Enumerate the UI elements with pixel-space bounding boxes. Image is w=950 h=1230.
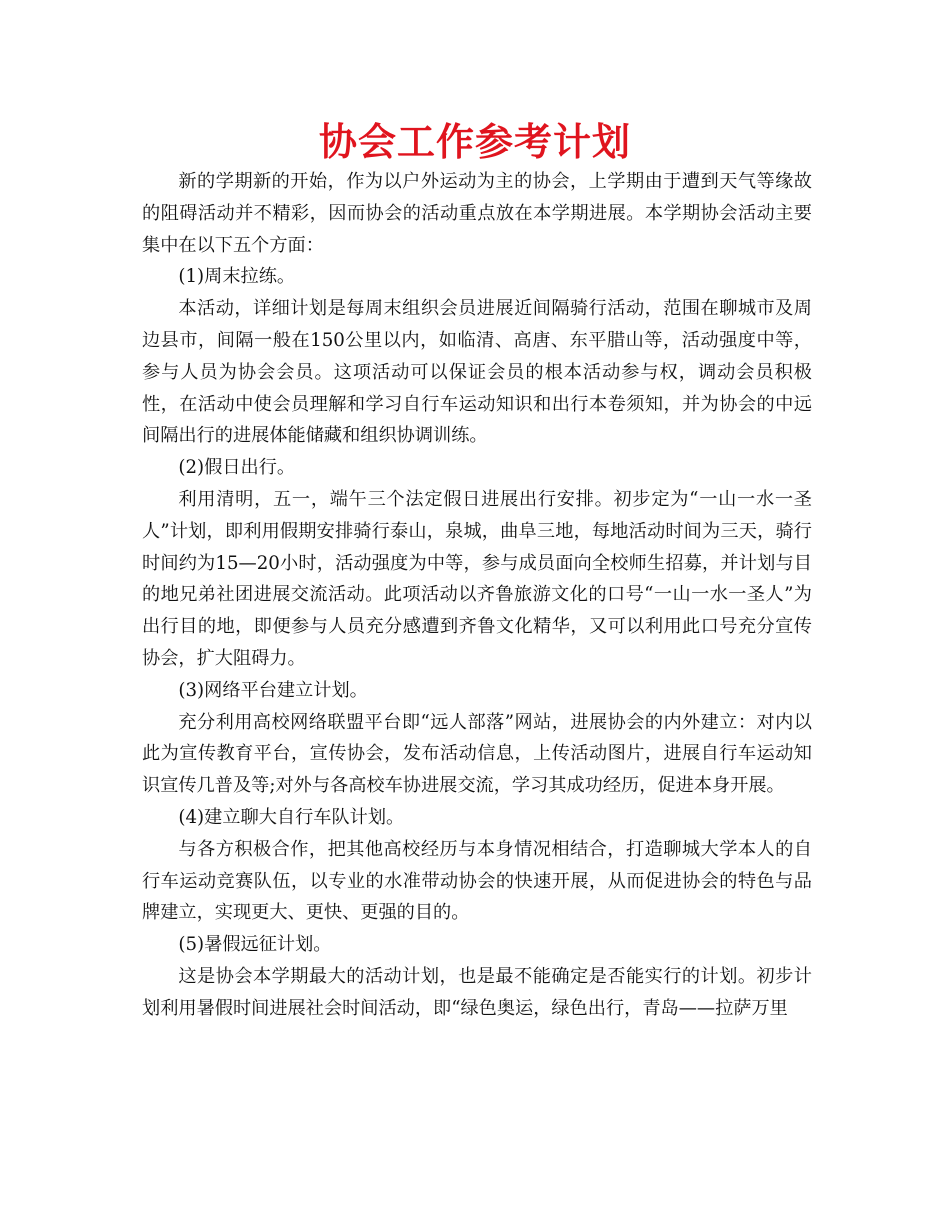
paragraph-cycling-team: 与各方积极合作，把其他高校经历与本身情况相结合，打造聊城大学本人的自行车运动竞赛队伍，以专业的水准带动协会的快速开展，从而促进协会的特色与品牌建立，实现更大、更快、更强的目的。: [142, 838, 812, 924]
paragraph-summer-expedition: 这是协会本学期最大的活动计划，也是最不能确定是否能实行的计划。初步计划利用暑假时间进展社会时间活动，即“绿色奥运，绿色出行，青岛——拉萨万里: [142, 965, 812, 1019]
paragraph-network-platform: 充分利用高校网络联盟平台即“远人部落”网站，进展协会的内外建立：对内以此为宣传教育平台，宣传协会，发布活动信息，上传活动图片，进展自行车运动知识宣传几普及等;对外与各高校车协进展交流，学习其成功经历，促进本身开展。: [142, 711, 812, 797]
section-heading-3: (3)网络平台建立计划。: [178, 679, 368, 701]
paragraph-holiday-trips: 利用清明，五一，端午三个法定假日进展出行安排。初步定为“一山一水一圣人”计划，即利用假期安排骑行泰山，泉城，曲阜三地，每地活动时间为三天，骑行时间约为15—20小时，活动强度为中等，参与成员面向全校师生招募，并计划与目的地兄弟社团进展交流活动。此项活动以齐鲁旅游文化的口号“一山一水一圣人”为出行目的地，即便参与人员充分感遭到齐鲁文化精华，又可以利用此口号充分宣传协会，扩大阻碍力。: [142, 488, 812, 669]
paragraph-weekend-training: 本活动，详细计划是每周末组织会员进展近间隔骑行活动，范围在聊城市及周边县市，间隔一般在150公里以内，如临清、高唐、东平腊山等，活动强度中等，参与人员为协会会员。这项活动可以保证会员的根本活动参与权，调动会员积极性，在活动中使会员理解和学习自行车运动知识和出行本卷须知，并为协会的中远间隔出行的进展体能储藏和组织协调训练。: [142, 298, 812, 447]
document-body: [142, 166, 812, 1025]
paragraph-intro: 新的学期新的开始，作为以户外运动为主的协会，上学期由于遭到天气等缘故的阻碍活动并不精彩，因而协会的活动重点放在本学期进展。本学期协会活动主要集中在以下五个方面：: [142, 171, 812, 256]
section-heading-2: (2)假日出行。: [178, 457, 296, 479]
section-heading-5: (5)暑假远征计划。: [178, 934, 332, 956]
section-heading-1: (1)周末拉练。: [178, 266, 296, 288]
document-title: 协会工作参考计划: [318, 120, 631, 164]
section-heading-4: (4)建立聊大自行车队计划。: [178, 806, 405, 828]
